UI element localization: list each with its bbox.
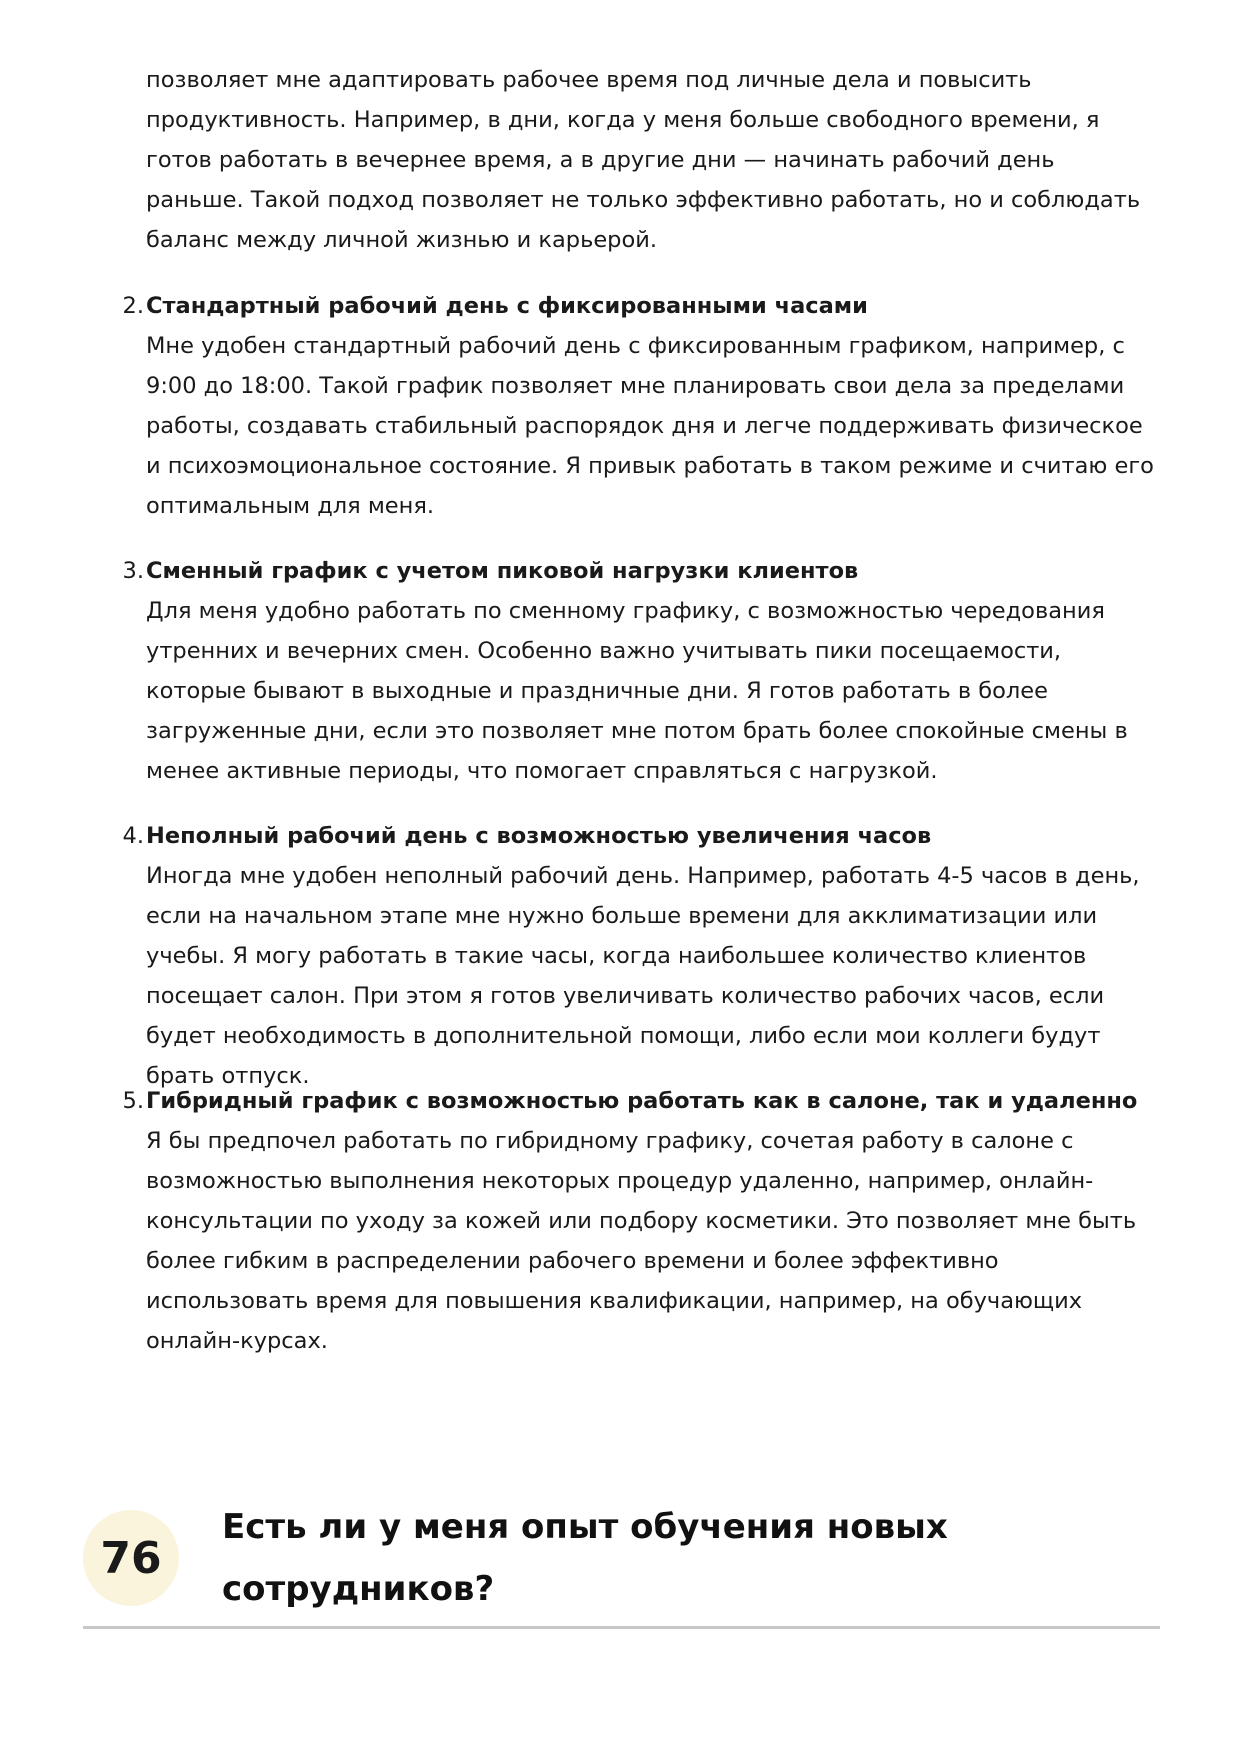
intro-paragraph: позволяет мне адаптировать рабочее время под личные дела и повысить продуктивность. Например, в дни, когда у меня больше свободного времени, я готов работать в вечернее время, а в другие дни — начинать рабочий день раньше. Такой подход позволяет не только эффективно работать, но и соблюдать баланс между личной жизнью и карьерой. (146, 67, 1141, 253)
list-item-5 (122, 1081, 1164, 1361)
list-item-4 (122, 816, 1164, 1096)
list-item-3 (122, 551, 1164, 791)
question-title: Есть ли у меня опыт обучения новых сотрудников? (222, 1507, 948, 1609)
list-item-title: Стандартный рабочий день с фиксированными часами (146, 293, 868, 319)
question-number-badge: 76 (83, 1510, 179, 1606)
list-item-number: 2. (122, 293, 144, 319)
question-heading-block (83, 1488, 1160, 1629)
list-item-body: Я бы предпочел работать по гибридному графику, сочетая работу в салоне с возможностью выполнения некоторых процедур удаленно, например, онлайн-консультации по уходу за кожей или подбору косметики. Это позволяет мне быть более гибким в распределении рабочего времени и более эффективно использовать время для повышения квалификации, например, на обучающих онлайн-курсах. (146, 1128, 1137, 1354)
list-item-number: 3. (122, 558, 144, 584)
list-item-body: Для меня удобно работать по сменному графику, с возможностью чередования утренних и вечерних смен. Особенно важно учитывать пики посещаемости, которые бывают в выходные и праздничные дни. Я готов работать в более загруженные дни, если это позволяет мне потом брать более спокойные смены в менее активные периоды, что помогает справляться с нагрузкой. (146, 598, 1128, 784)
list-item-2 (122, 286, 1164, 526)
list-item-body: Иногда мне удобен неполный рабочий день. Например, работать 4-5 часов в день, если на начальном этапе мне нужно больше времени для акклиматизации или учебы. Я могу работать в такие часы, когда наибольшее количество клиентов посещает салон. При этом я готов увеличивать количество рабочих часов, если будет необходимость в дополнительной помощи, либо если мои коллеги будут брать отпуск. (146, 863, 1140, 1089)
list-item-number: 4. (122, 823, 144, 849)
list-item-title: Гибридный график с возможностью работать как в салоне, так и удаленно (146, 1088, 1138, 1114)
list-item-title: Неполный рабочий день с возможностью увеличения часов (146, 823, 932, 849)
list-item-body: Мне удобен стандартный рабочий день с фиксированным графиком, например, с 9:00 до 18:00. Такой график позволяет мне планировать свои дела за пределами работы, создавать стабильный распорядок дня и легче поддерживать физическое и психоэмоциональное состояние. Я привык работать в таком режиме и считаю его оптимальным для меня. (146, 333, 1154, 519)
list-item-number: 5. (122, 1088, 144, 1114)
list-item-title: Сменный график с учетом пиковой нагрузки клиентов (146, 558, 859, 584)
